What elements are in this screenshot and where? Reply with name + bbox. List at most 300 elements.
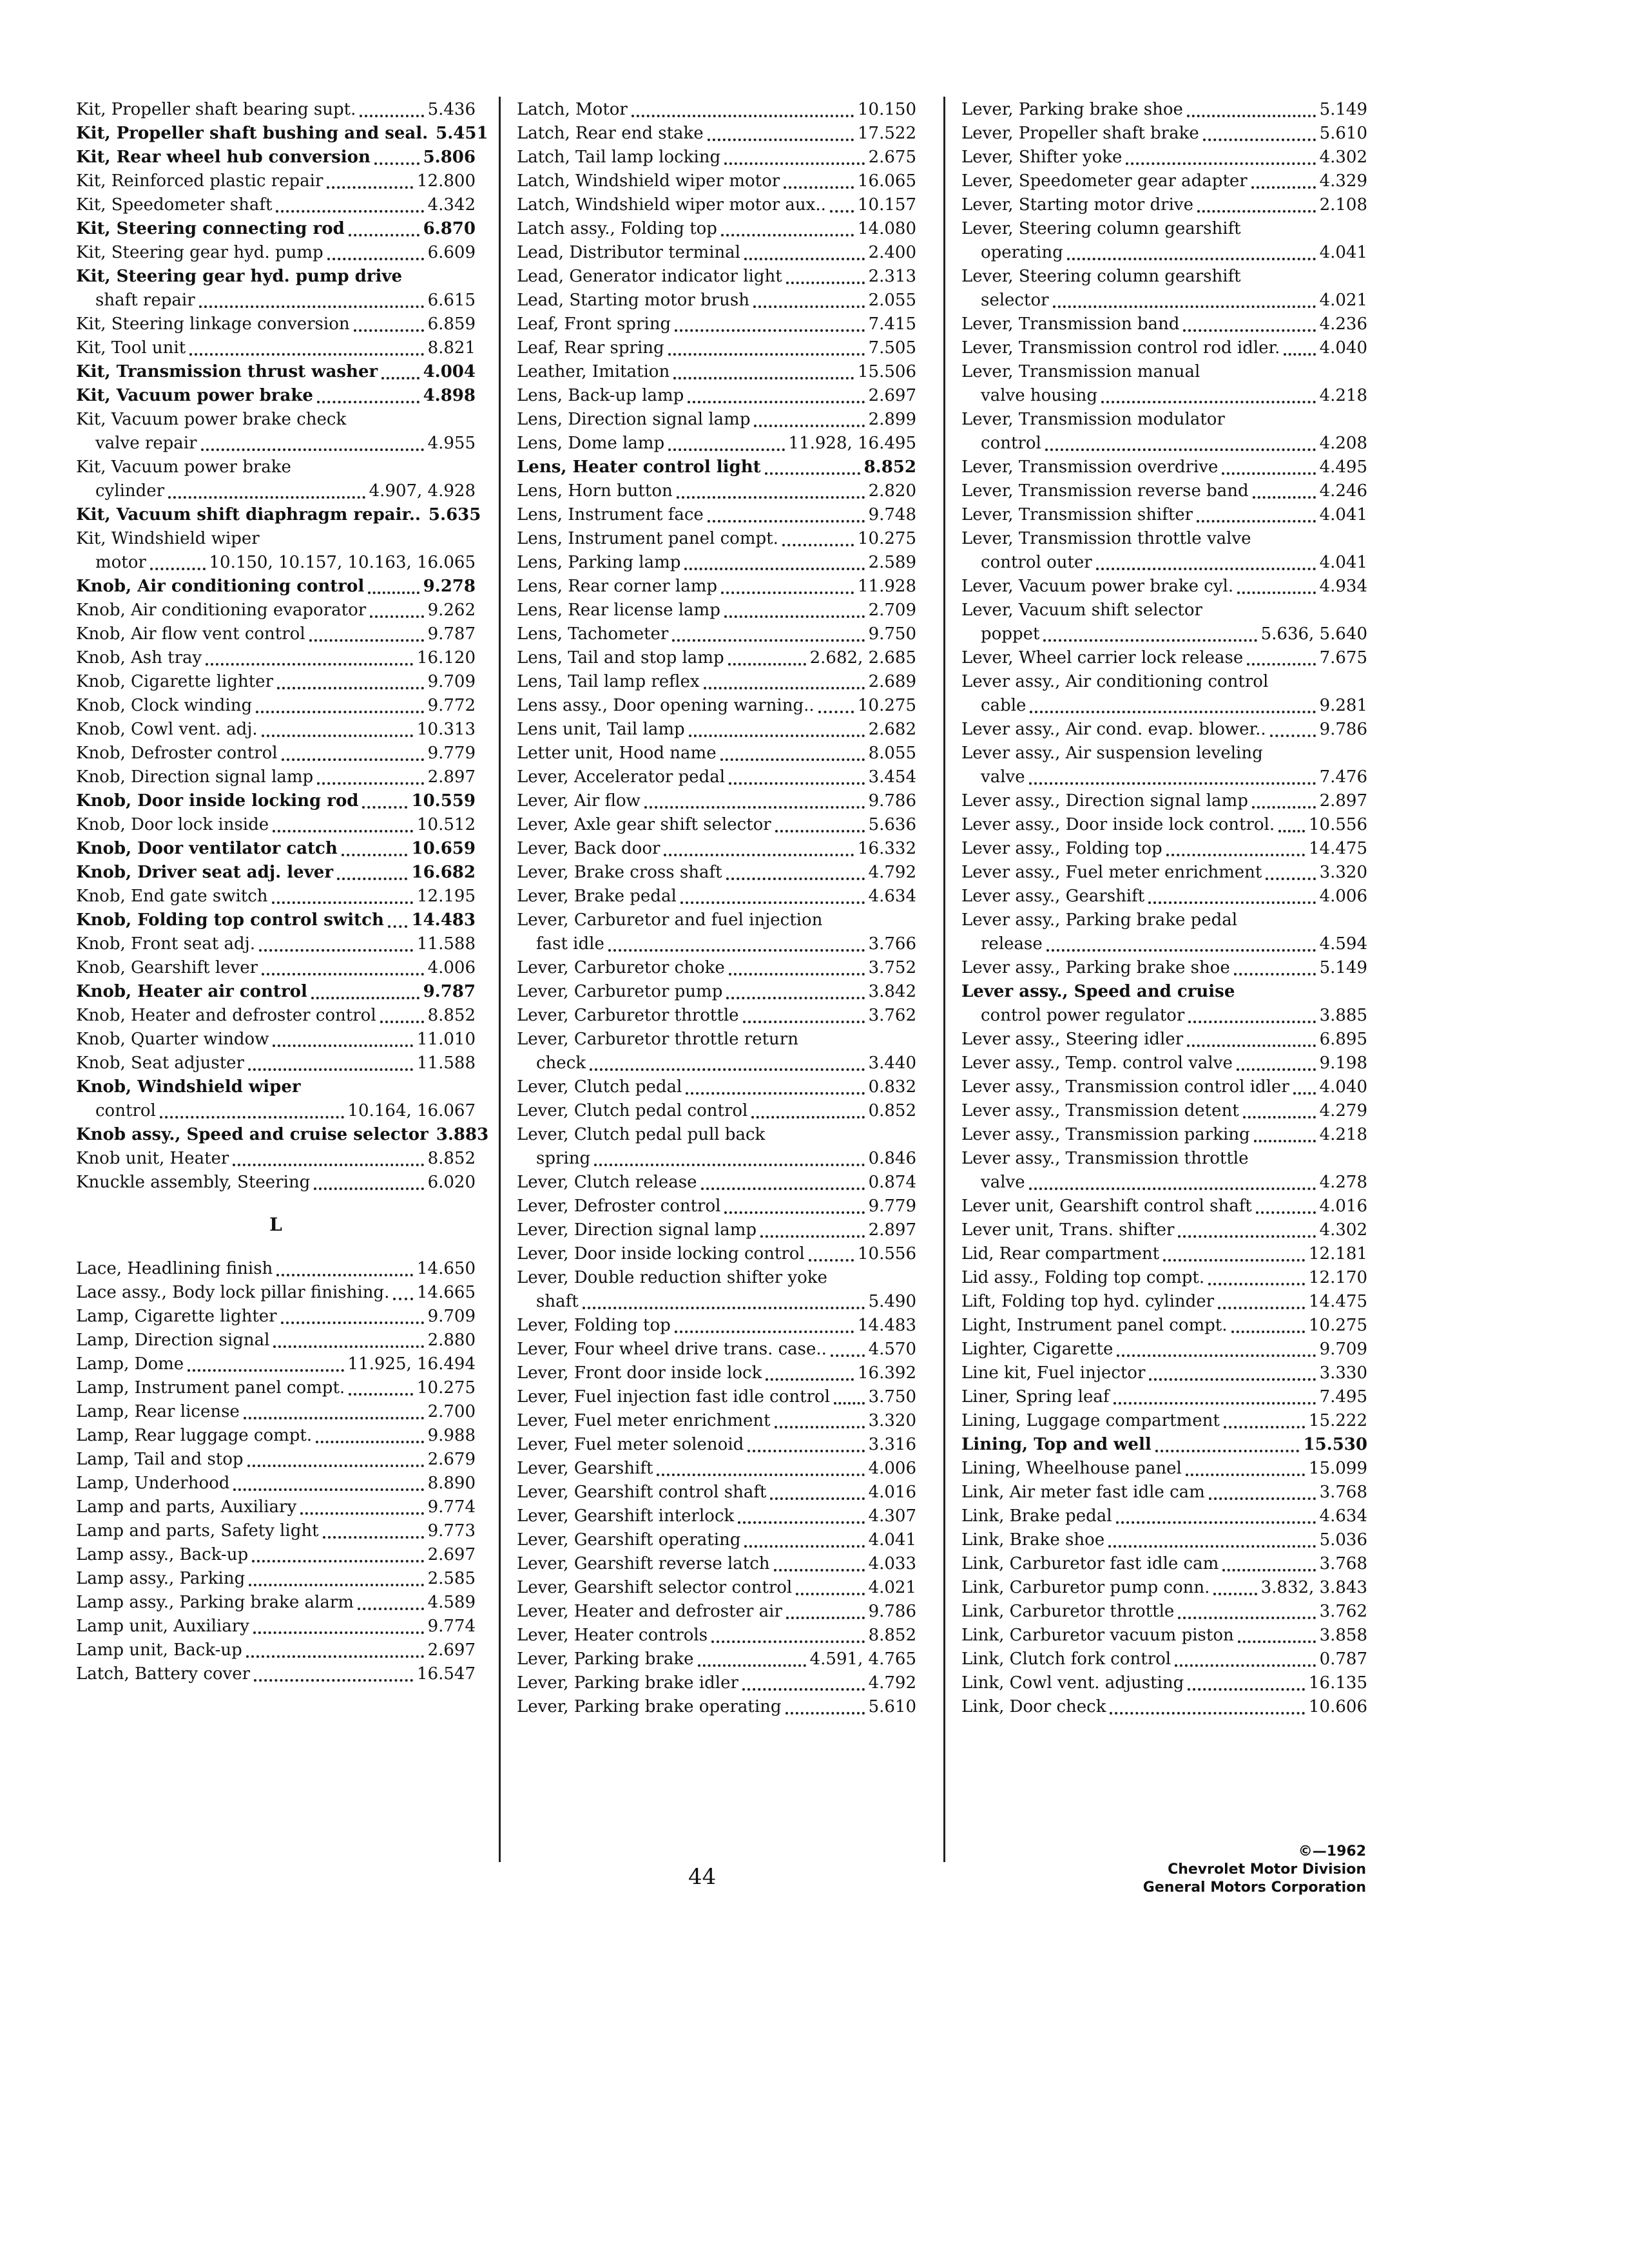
entry-label: Lever, Clutch release xyxy=(517,1173,697,1192)
entry-page-ref: 7.415 xyxy=(868,314,916,334)
index-entry-continuation xyxy=(76,551,476,575)
index-entry xyxy=(76,98,476,122)
entry-page-ref: 10.512 xyxy=(417,815,476,834)
index-entry xyxy=(76,575,476,599)
entry-label: Lever, Clutch pedal pull back xyxy=(517,1125,766,1144)
dot-leader xyxy=(818,711,854,713)
entry-page-ref: 4.016 xyxy=(868,1483,916,1502)
index-entry xyxy=(961,503,1367,527)
entry-page-ref: 14.650 xyxy=(417,1259,476,1278)
entry-page-ref: 3.842 xyxy=(868,982,916,1001)
entry-label: Knob, Folding top control switch xyxy=(76,910,384,930)
index-entry xyxy=(961,169,1367,193)
entry-label: Knob, Windshield wiper xyxy=(76,1077,301,1097)
dot-leader xyxy=(1237,1068,1316,1071)
index-entry xyxy=(517,384,916,408)
entry-label: Lever assy., Air suspension leveling xyxy=(961,744,1263,763)
entry-label: Lever, Axle gear shift selector xyxy=(517,815,771,834)
entry-page-ref: 9.779 xyxy=(427,744,476,763)
entry-label: Lever unit, Trans. shifter xyxy=(961,1220,1175,1240)
dot-leader xyxy=(276,1274,413,1276)
index-entry xyxy=(961,1028,1367,1052)
entry-page-ref: 9.278 xyxy=(423,577,476,596)
entry-page-ref: 16.065 xyxy=(858,171,916,191)
entry-page-ref: 4.218 xyxy=(1319,386,1367,405)
entry-label: operating xyxy=(981,243,1063,262)
entry-page-ref: 3.320 xyxy=(1319,863,1367,882)
dot-leader xyxy=(276,210,423,213)
index-entry xyxy=(961,1385,1367,1409)
entry-label: Knob, Door lock inside xyxy=(76,815,269,834)
dot-leader xyxy=(253,1631,424,1634)
index-entry xyxy=(517,503,916,527)
entry-label: Latch assy., Folding top xyxy=(517,219,717,238)
dot-leader xyxy=(684,568,864,570)
entry-label: Lamp, Cigarette lighter xyxy=(76,1307,277,1326)
index-entry xyxy=(76,1171,476,1195)
dot-leader xyxy=(753,305,865,308)
entry-page-ref: 11.010 xyxy=(417,1030,476,1049)
index-entry xyxy=(961,146,1367,169)
entry-label: Knob, Heater and defroster control xyxy=(76,1006,376,1025)
dot-leader xyxy=(686,1092,864,1095)
index-entry xyxy=(961,1075,1367,1099)
index-entry xyxy=(517,122,916,146)
entry-label: Knob, Air flow vent control xyxy=(76,624,305,644)
index-entry xyxy=(961,1481,1367,1504)
entry-page-ref: 12.181 xyxy=(1309,1244,1367,1264)
dot-leader xyxy=(349,234,419,236)
entry-label: Lamp, Rear luggage compt. xyxy=(76,1426,313,1445)
entry-label: Lens, Parking lamp xyxy=(517,553,681,572)
dot-leader xyxy=(738,1521,864,1524)
dot-leader xyxy=(1222,472,1315,475)
entry-label: shaft repair xyxy=(95,291,195,310)
index-entry-continuation xyxy=(517,932,916,956)
entry-label: Lever assy., Door inside lock control. xyxy=(961,815,1275,834)
index-entry xyxy=(961,265,1367,289)
dot-leader xyxy=(1045,448,1316,451)
index-entry xyxy=(517,1099,916,1123)
dot-leader xyxy=(311,997,419,999)
dot-leader xyxy=(314,1187,423,1190)
entry-page-ref: 10.659 xyxy=(411,839,476,858)
index-entry-continuation xyxy=(961,932,1367,956)
dot-leader xyxy=(206,663,413,666)
index-entry xyxy=(517,1504,916,1528)
entry-page-ref: 15.530 xyxy=(1303,1435,1367,1454)
dot-leader xyxy=(1238,1640,1316,1643)
dot-leader xyxy=(583,1307,865,1309)
entry-page-ref: 2.697 xyxy=(427,1545,476,1564)
index-entry xyxy=(76,1147,476,1171)
entry-label: Kit, Vacuum power brake xyxy=(76,457,291,477)
entry-label: Knob assy., Speed and cruise selector xyxy=(76,1125,429,1144)
dot-leader xyxy=(1231,1331,1306,1333)
dot-leader xyxy=(1187,115,1316,117)
index-entry xyxy=(76,789,476,813)
dot-leader xyxy=(368,591,419,594)
entry-label: Lamp, Rear license xyxy=(76,1402,240,1421)
entry-label: Line kit, Fuel injector xyxy=(961,1363,1146,1383)
index-entry xyxy=(517,360,916,384)
dot-leader xyxy=(796,1593,864,1595)
dot-leader xyxy=(754,425,864,427)
index-entry xyxy=(517,1433,916,1457)
entry-label: Kit, Steering gear hyd. pump xyxy=(76,243,323,262)
entry-label: poppet xyxy=(981,624,1040,644)
dot-leader xyxy=(1209,1497,1316,1500)
page-number: 44 xyxy=(688,1864,717,1890)
dot-leader xyxy=(1187,1044,1315,1047)
dot-leader xyxy=(1096,568,1316,570)
entry-label: Lamp unit, Auxiliary xyxy=(76,1617,249,1636)
entry-label: Kit, Vacuum power brake check xyxy=(76,410,347,429)
entry-label: Knob, Heater air control xyxy=(76,982,307,1001)
entry-label: Lever, Transmission throttle valve xyxy=(961,529,1251,548)
entry-label: Light, Instrument panel compt. xyxy=(961,1316,1228,1335)
entry-label: Lamp assy., Back-up xyxy=(76,1545,249,1564)
dot-leader xyxy=(1163,1259,1305,1262)
dot-leader xyxy=(1108,1545,1315,1548)
entry-page-ref: 4.570 xyxy=(868,1340,916,1359)
index-entry xyxy=(517,1361,916,1385)
entry-label: Link, Cowl vent. adjusting xyxy=(961,1673,1184,1693)
dot-leader xyxy=(742,1688,865,1691)
entry-page-ref: 4.208 xyxy=(1319,434,1367,453)
entry-label: Lever, Double reduction shifter yoke xyxy=(517,1268,827,1287)
entry-page-ref: 10.313 xyxy=(417,720,476,739)
dot-leader xyxy=(631,115,854,117)
entry-label: Lever, Accelerator pedal xyxy=(517,767,726,787)
index-entry xyxy=(76,1123,489,1147)
entry-page-ref: 10.275 xyxy=(858,696,916,715)
entry-page-ref: 8.852 xyxy=(863,457,916,477)
dot-leader xyxy=(273,830,413,832)
dot-leader xyxy=(1237,591,1315,594)
entry-label: Lever assy., Gearshift xyxy=(961,887,1145,906)
dot-leader xyxy=(680,901,865,904)
dot-leader xyxy=(1197,210,1316,213)
index-entry xyxy=(961,1433,1367,1457)
entry-label: Lid assy., Folding top compt. xyxy=(961,1268,1205,1287)
entry-label: Lens, Back-up lamp xyxy=(517,386,684,405)
entry-page-ref: 5.149 xyxy=(1319,100,1367,119)
entry-label: Lever assy., Speed and cruise xyxy=(961,982,1235,1001)
dot-leader xyxy=(1029,782,1316,785)
entry-page-ref: 7.476 xyxy=(1319,767,1367,787)
dot-leader xyxy=(644,806,865,809)
entry-label: Lever, Vacuum shift selector xyxy=(961,601,1202,620)
entry-page-ref: 9.709 xyxy=(427,672,476,691)
entry-label: Lever, Four wheel drive trans. case.. xyxy=(517,1340,827,1359)
dot-leader xyxy=(1293,1092,1316,1095)
entry-page-ref: 9.774 xyxy=(427,1617,476,1636)
dot-leader xyxy=(323,1536,424,1539)
entry-label: Latch, Windshield wiper motor xyxy=(517,171,780,191)
entry-page-ref: 10.275 xyxy=(417,1378,476,1398)
entry-page-ref: 11.588 xyxy=(417,1053,476,1073)
dot-leader xyxy=(256,711,423,713)
entry-label: Knuckle assembly, Steering xyxy=(76,1173,311,1192)
dot-leader xyxy=(316,1441,423,1443)
entry-label: Lever, Fuel injection fast idle control xyxy=(517,1387,830,1407)
dot-leader xyxy=(358,1608,424,1610)
entry-page-ref: 14.483 xyxy=(411,910,476,930)
index-entry xyxy=(961,479,1367,503)
dot-leader xyxy=(1178,1617,1315,1619)
copyright-line: ©—1962 xyxy=(1298,1843,1366,1860)
entry-page-ref: 4.040 xyxy=(1319,338,1367,358)
index-entry xyxy=(517,1576,916,1600)
dot-leader xyxy=(1117,1354,1315,1357)
index-entry xyxy=(517,1242,916,1266)
entry-label: Link, Carburetor pump conn. xyxy=(961,1578,1210,1597)
index-entry xyxy=(961,312,1367,336)
entry-page-ref: 2.400 xyxy=(868,243,916,262)
index-entry xyxy=(517,98,916,122)
index-entry xyxy=(517,1338,916,1361)
dot-leader xyxy=(721,234,854,236)
index-entry xyxy=(517,479,916,503)
dot-leader xyxy=(711,1640,864,1643)
index-entry-continuation xyxy=(961,551,1367,575)
index-entry xyxy=(517,1266,916,1290)
entry-page-ref: 3.768 xyxy=(1319,1554,1367,1573)
dot-leader xyxy=(1254,1140,1316,1142)
entry-label: Lamp, Tail and stop xyxy=(76,1450,244,1469)
entry-page-ref: 5.610 xyxy=(1319,124,1367,143)
dot-leader xyxy=(1197,520,1315,523)
entry-label: Lever, Carburetor pump xyxy=(517,982,723,1001)
entry-label: spring xyxy=(536,1149,591,1168)
index-entry xyxy=(76,360,476,384)
index-entry xyxy=(517,1600,916,1624)
dot-leader xyxy=(160,1116,344,1119)
dot-leader xyxy=(1224,1426,1305,1428)
index-entry xyxy=(961,217,1367,241)
entry-page-ref: 12.195 xyxy=(417,887,476,906)
entry-page-ref: 16.332 xyxy=(858,839,916,858)
entry-label: valve repair xyxy=(95,434,197,453)
index-entry xyxy=(76,1448,476,1472)
entry-page-ref: 9.281 xyxy=(1319,696,1367,715)
dot-leader xyxy=(701,1187,865,1190)
entry-label: Lever, Parking brake xyxy=(517,1649,694,1669)
entry-page-ref: 0.787 xyxy=(1319,1649,1367,1669)
entry-page-ref: 2.682, 2.685 xyxy=(809,648,916,668)
index-entry xyxy=(517,742,916,765)
entry-page-ref: 0.832 xyxy=(868,1077,916,1097)
entry-page-ref: 9.787 xyxy=(423,982,476,1001)
index-entry xyxy=(961,1290,1367,1314)
entry-page-ref: 4.302 xyxy=(1319,148,1367,167)
entry-label: Knob, Gearshift lever xyxy=(76,958,258,977)
index-entry xyxy=(961,1218,1367,1242)
index-entry xyxy=(517,908,916,932)
entry-page-ref: 3.752 xyxy=(868,958,916,977)
entry-page-ref: 0.852 xyxy=(868,1101,916,1120)
entry-label: Link, Door check xyxy=(961,1697,1106,1716)
index-entry xyxy=(76,217,476,241)
entry-label: Link, Carburetor fast idle cam xyxy=(961,1554,1219,1573)
dot-leader xyxy=(657,1474,864,1476)
entry-label: Kit, Propeller shaft bushing and seal. xyxy=(76,124,429,143)
dot-leader xyxy=(254,1679,413,1682)
entry-label: Lever, Parking brake operating xyxy=(517,1697,782,1716)
entry-page-ref: 3.316 xyxy=(868,1435,916,1454)
entry-label: Lining, Wheelhouse panel xyxy=(961,1459,1182,1478)
entry-label: valve housing xyxy=(981,386,1098,405)
entry-page-ref: 11.588 xyxy=(417,934,476,954)
index-entry xyxy=(517,1028,916,1052)
entry-label: Lever assy., Transmission detent xyxy=(961,1101,1239,1120)
index-entry xyxy=(76,265,476,289)
index-entry xyxy=(517,1218,916,1242)
entry-page-ref: 4.278 xyxy=(1319,1173,1367,1192)
entry-label: Lens, Rear corner lamp xyxy=(517,577,718,596)
entry-label: Lever, Air flow xyxy=(517,791,641,811)
entry-label: Lamp, Underhood xyxy=(76,1474,230,1493)
entry-label: Lid, Rear compartment xyxy=(961,1244,1160,1264)
entry-page-ref: 4.246 xyxy=(1319,481,1367,501)
index-entry xyxy=(517,1528,916,1552)
entry-label: Lever, Vacuum power brake cyl. xyxy=(961,577,1234,596)
index-entry xyxy=(517,1695,916,1719)
index-entry xyxy=(517,1075,916,1099)
entry-label: Lever, Gearshift reverse latch xyxy=(517,1554,770,1573)
dot-leader xyxy=(272,901,413,904)
entry-label: control xyxy=(981,434,1041,453)
entry-label: cylinder xyxy=(95,481,165,501)
entry-page-ref: 4.594 xyxy=(1319,934,1367,954)
entry-label: Lace, Headlining finish xyxy=(76,1259,273,1278)
index-entry xyxy=(517,336,916,360)
entry-label: Kit, Reinforced plastic repair xyxy=(76,171,323,191)
entry-label: Lining, Top and well xyxy=(961,1435,1152,1454)
entry-label: Knob, Quarter window xyxy=(76,1030,269,1049)
section-letter: L xyxy=(269,1214,282,1235)
dot-leader xyxy=(188,1369,343,1372)
entry-label: Lever assy., Parking brake shoe xyxy=(961,958,1230,977)
entry-label: Lens, Dome lamp xyxy=(517,434,665,453)
index-entry xyxy=(961,193,1367,217)
index-entry-continuation xyxy=(961,384,1367,408)
entry-page-ref: 2.585 xyxy=(427,1569,476,1588)
index-entry xyxy=(76,122,488,146)
index-entry xyxy=(517,861,916,885)
dot-leader xyxy=(349,1393,413,1396)
index-entry xyxy=(76,1639,476,1662)
index-entry xyxy=(76,336,476,360)
entry-label: Kit, Propeller shaft bearing supt. xyxy=(76,100,356,119)
dot-leader xyxy=(1116,1521,1316,1524)
entry-page-ref: 16.120 xyxy=(417,648,476,668)
entry-label: Kit, Rear wheel hub conversion xyxy=(76,148,371,167)
dot-leader xyxy=(374,162,419,165)
entry-label: Kit, Speedometer shaft xyxy=(76,195,273,215)
dot-leader xyxy=(760,1235,865,1238)
dot-leader xyxy=(590,1068,865,1071)
index-entry xyxy=(961,575,1367,599)
dot-leader xyxy=(1222,1569,1315,1571)
dot-leader xyxy=(729,973,865,975)
entry-label: control outer xyxy=(981,553,1092,572)
dot-leader xyxy=(244,1417,424,1419)
entry-page-ref: 7.505 xyxy=(868,338,916,358)
dot-leader xyxy=(608,949,865,952)
index-entry xyxy=(517,217,916,241)
entry-page-ref: 9.198 xyxy=(1319,1053,1367,1073)
dot-leader xyxy=(273,1345,423,1348)
entry-label: Knob, Cigarette lighter xyxy=(76,672,273,691)
entry-page-ref: 6.859 xyxy=(427,314,476,334)
entry-label: shaft xyxy=(536,1292,579,1311)
entry-label: Lever, Clutch pedal control xyxy=(517,1101,748,1120)
index-entry xyxy=(76,1543,476,1567)
entry-page-ref: 8.852 xyxy=(427,1006,476,1025)
dot-leader xyxy=(300,1512,423,1515)
index-entry xyxy=(517,1004,916,1028)
index-entry xyxy=(76,1472,476,1495)
dot-leader xyxy=(786,1712,865,1715)
dot-leader xyxy=(1208,1283,1305,1285)
index-entry-continuation xyxy=(961,694,1367,718)
entry-label: Lighter, Cigarette xyxy=(961,1340,1113,1359)
index-entry xyxy=(961,122,1367,146)
entry-page-ref: 7.495 xyxy=(1319,1387,1367,1407)
entry-label: Lever, Carburetor choke xyxy=(517,958,725,977)
entry-page-ref: 9.774 xyxy=(427,1497,476,1517)
entry-label: Lead, Starting motor brush xyxy=(517,291,749,310)
entry-label: Lever assy., Direction signal lamp xyxy=(961,791,1248,811)
entry-page-ref: 3.762 xyxy=(868,1006,916,1025)
entry-page-ref: 7.675 xyxy=(1319,648,1367,668)
index-entry xyxy=(76,1519,476,1543)
index-entry xyxy=(76,384,476,408)
entry-page-ref: 2.709 xyxy=(868,601,916,620)
entry-page-ref: 4.041 xyxy=(1319,505,1367,524)
index-entry-continuation xyxy=(517,1290,916,1314)
entry-label: Link, Brake pedal xyxy=(961,1506,1112,1526)
entry-label: Lamp unit, Back-up xyxy=(76,1640,242,1660)
entry-page-ref: 5.451 xyxy=(436,124,488,143)
index-entry xyxy=(961,861,1367,885)
index-entry xyxy=(517,622,916,646)
dot-leader xyxy=(728,663,806,666)
index-entry xyxy=(517,646,916,670)
entry-label: Lever, Transmission overdrive xyxy=(961,457,1219,477)
dot-leader xyxy=(786,1617,865,1619)
index-entry xyxy=(961,456,1367,479)
entry-page-ref: 14.475 xyxy=(1309,839,1367,858)
entry-page-ref: 8.055 xyxy=(868,744,916,763)
entry-page-ref: 3.320 xyxy=(868,1411,916,1430)
index-entry xyxy=(76,646,476,670)
entry-label: Lever unit, Gearshift control shaft xyxy=(961,1196,1252,1216)
entry-label: selector xyxy=(981,291,1049,310)
entry-label: Knob unit, Heater xyxy=(76,1149,229,1168)
index-entry xyxy=(76,1305,476,1329)
dot-leader xyxy=(246,1655,424,1658)
entry-label: Lever, Wheel carrier lock release xyxy=(961,648,1244,668)
index-entry xyxy=(517,670,916,694)
entry-page-ref: 4.041 xyxy=(1319,243,1367,262)
index-entry xyxy=(961,837,1367,861)
index-entry xyxy=(517,980,916,1004)
dot-leader xyxy=(775,830,865,832)
entry-label: Knob, Air conditioning evaporator xyxy=(76,601,367,620)
